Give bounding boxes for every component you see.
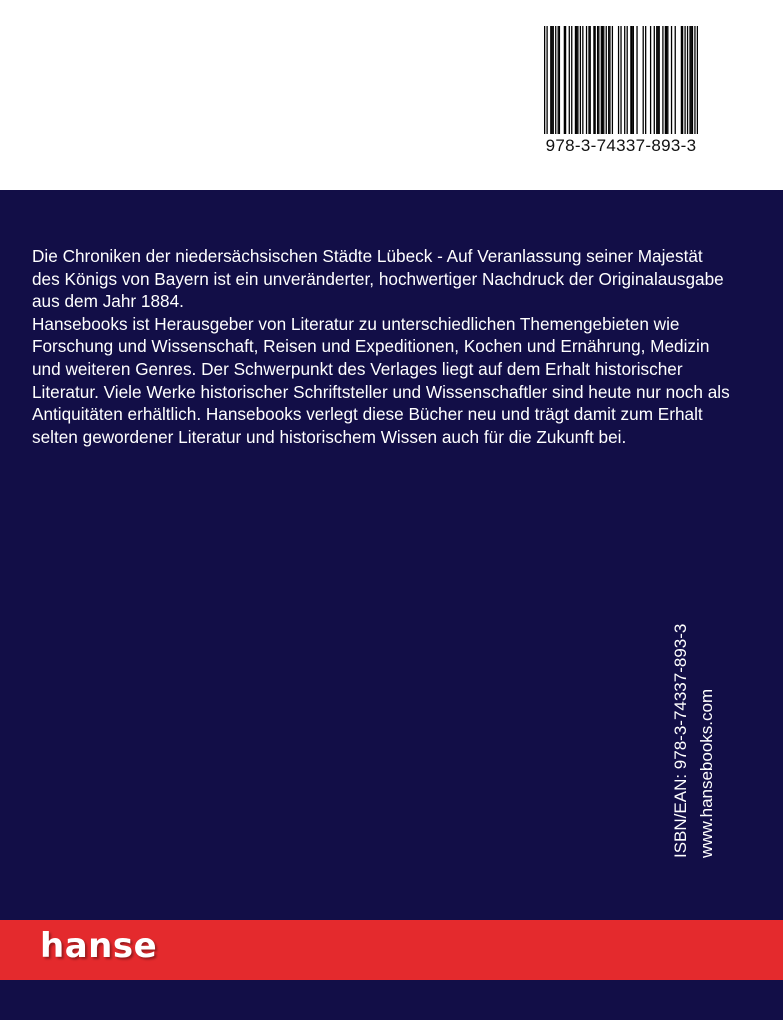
barcode-bar <box>675 26 676 134</box>
back-cover-panel <box>0 190 783 920</box>
barcode-bar <box>645 26 646 134</box>
barcode-bar <box>627 26 628 134</box>
barcode-bar <box>671 26 672 134</box>
barcode-bar <box>544 26 545 134</box>
description-paragraph-1: Die Chroniken der niedersächsischen Städte Lübeck - Auf Veranlassung seiner Majestät des Königs von Bayern ist ein unveränderter, hochwertiger Nachdruck der Originalausgabe aus dem Jahr 1884. <box>32 246 724 312</box>
website-text: www.hansebooks.com <box>697 688 716 858</box>
barcode-bar <box>633 26 634 134</box>
barcode-bar <box>694 26 695 134</box>
barcode-bar <box>590 26 591 134</box>
barcode-bar <box>620 26 621 134</box>
hanse-logo: hanse <box>40 926 158 966</box>
publisher-band <box>0 920 783 980</box>
barcode-bar <box>643 26 644 134</box>
barcode-bar <box>593 26 594 134</box>
barcode-bar <box>601 26 602 134</box>
isbn-text: ISBN/EAN: 978-3-74337-893-3 <box>671 623 690 858</box>
barcode-bars <box>544 26 698 134</box>
barcode-bar <box>692 26 693 134</box>
barcode-bar <box>569 26 570 134</box>
barcode-bar <box>546 26 547 134</box>
barcode-bar <box>582 26 583 134</box>
barcode-bar <box>588 26 589 134</box>
barcode-bar <box>697 26 698 134</box>
bottom-strip <box>0 980 783 1020</box>
barcode-bar <box>666 26 667 134</box>
barcode-bar <box>631 26 632 134</box>
barcode-bar <box>659 26 660 134</box>
barcode-bar <box>551 26 552 134</box>
barcode-bar <box>597 26 598 134</box>
barcode-bar <box>657 26 658 134</box>
barcode-bar <box>565 26 566 134</box>
barcode-bar <box>656 26 657 134</box>
barcode-bar <box>555 26 556 134</box>
barcode-bar <box>575 26 576 134</box>
top-white-area <box>0 0 783 190</box>
barcode-bar <box>636 26 637 134</box>
barcode-bar <box>654 26 655 134</box>
barcode-bar <box>576 26 577 134</box>
barcode-bar <box>681 26 682 134</box>
barcode-bar <box>667 26 668 134</box>
barcode-bar <box>684 26 685 134</box>
barcode-bar <box>689 26 690 134</box>
barcode-bar <box>618 26 619 134</box>
description-paragraph-2: Hansebooks ist Herausgeber von Literatur zu unterschiedlichen Themengebieten wie Forschung und Wissenschaft, Reisen und Expeditionen, Kochen und Ernährung, Medizin und weiteren Genres. Der Schwerpunkt des Verlages liegt auf dem Erhalt historischer Literatur. Viele Werke historischer Schriftsteller und Wissenschaftler sind heute nur noch als Antiquitäten erhältlich. Hansebooks verlegt diese Bücher neu und trägt damit zum Erhalt selten gewordener Literatur und historischem Wissen auch für die Zukunft bei. <box>32 313 730 447</box>
barcode-bar <box>564 26 565 134</box>
barcode-bar <box>606 26 607 134</box>
barcode-bar <box>682 26 683 134</box>
barcode-bar <box>598 26 599 134</box>
barcode-bar <box>691 26 692 134</box>
barcode-bar <box>586 26 587 134</box>
barcode-bar <box>577 26 578 134</box>
barcode-bar <box>630 26 631 134</box>
barcode-bar <box>595 26 596 134</box>
barcode-bar <box>558 26 559 134</box>
barcode-bar <box>559 26 560 134</box>
barcode-bar <box>608 26 609 134</box>
barcode-number: 978-3-74337-893-3 <box>545 136 697 155</box>
barcode-bar <box>687 26 688 134</box>
barcode-bar <box>553 26 554 134</box>
barcode-bar <box>650 26 651 134</box>
barcode-bar <box>624 26 625 134</box>
barcode-bar <box>571 26 572 134</box>
barcode-bar <box>609 26 610 134</box>
barcode-bar <box>665 26 666 134</box>
barcode-bar <box>662 26 663 134</box>
barcode-bar <box>602 26 603 134</box>
book-description <box>32 245 732 448</box>
barcode-bar <box>603 26 604 134</box>
barcode <box>538 22 704 154</box>
barcode-bar <box>550 26 551 134</box>
barcode-bar <box>580 26 581 134</box>
vertical-isbn-block <box>668 624 720 858</box>
barcode-bar <box>612 26 613 134</box>
